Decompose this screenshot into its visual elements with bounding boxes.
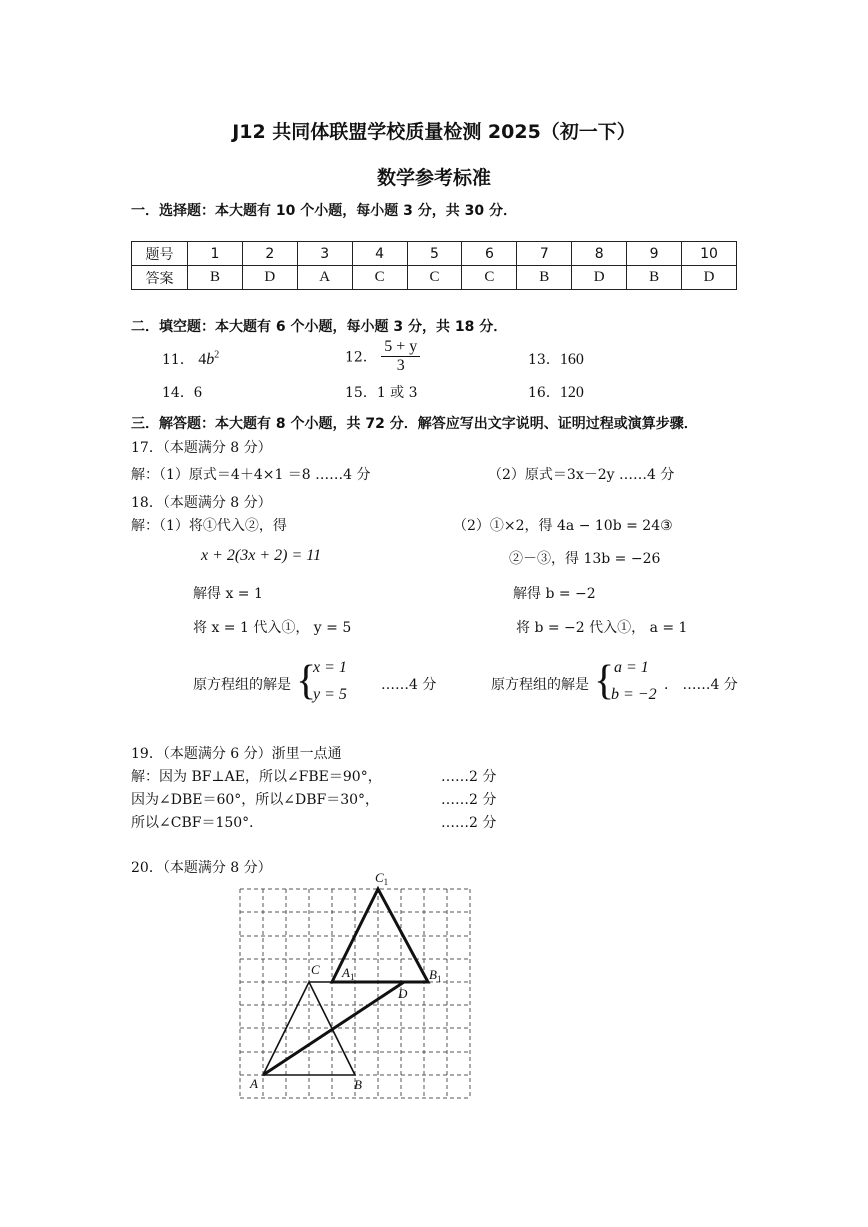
item-number: 16． bbox=[528, 385, 560, 401]
fill-item-13 bbox=[528, 349, 584, 369]
fraction-numerator: 5 + y bbox=[381, 338, 420, 357]
fill-item-14 bbox=[162, 382, 202, 402]
q18-header: 18．（本题满分 8 分） bbox=[131, 495, 272, 511]
label-a1: $A_1$ bbox=[342, 965, 355, 982]
answer-cell: A bbox=[297, 266, 352, 290]
q18-p2-substitute: 将 b = −2 代入①， a = 1 bbox=[516, 620, 688, 636]
q19-line1-score: ……2 分 bbox=[441, 769, 497, 785]
fraction-answer bbox=[381, 338, 420, 375]
answer-cell: C bbox=[407, 266, 462, 290]
q18-p2-intro: （2）①×2，得 4a − 10b = 24③ bbox=[453, 518, 673, 534]
item-answer: 160 bbox=[559, 351, 584, 368]
q19-line1: 解：因为 BF⊥AE，所以∠FBE＝90°， bbox=[131, 769, 382, 785]
answer-cell: B bbox=[627, 266, 682, 290]
page-title: J12 共同体联盟学校质量检测 2025（初一下） bbox=[232, 121, 636, 143]
q18-p2-brace: { bbox=[594, 658, 615, 704]
q19-line3: 所以∠CBF＝150°． bbox=[131, 815, 264, 831]
question-number-cell: 5 bbox=[407, 242, 462, 266]
q19-line3-score: ……2 分 bbox=[441, 815, 497, 831]
fill-item-15 bbox=[345, 382, 418, 402]
q18-p1-label: 原方程组的解是 bbox=[193, 677, 291, 693]
label-c1: $C_1$ bbox=[375, 870, 389, 887]
q20-header: 20．（本题满分 8 分） bbox=[131, 860, 272, 876]
q17-part2: （2）原式＝3x－2y ……4 分 bbox=[488, 467, 675, 483]
q17-part1: 解：（1）原式＝4＋4×1 ＝8 ……4 分 bbox=[131, 467, 371, 483]
section1-heading: 一．选择题：本大题有 10 个小题，每小题 3 分，共 30 分． bbox=[131, 203, 517, 219]
table-row bbox=[132, 266, 737, 290]
table-row bbox=[132, 242, 737, 266]
fill-item-11 bbox=[162, 349, 219, 369]
q18-p1-intro: 解：（1）将①代入②，得 bbox=[131, 518, 287, 534]
label-c: C bbox=[311, 962, 320, 977]
question-number-cell: 7 bbox=[517, 242, 572, 266]
question-number-cell: 9 bbox=[627, 242, 682, 266]
item-answer: 120 bbox=[559, 384, 584, 401]
item-number: 11． bbox=[162, 352, 194, 368]
q18-p1-equation: x + 2(3x + 2) = 11 bbox=[201, 547, 322, 564]
q19-header: 19．（本题满分 6 分）浙里一点通 bbox=[131, 746, 342, 762]
q19-line2: 因为∠DBE＝60°，所以∠DBF＝30°， bbox=[131, 792, 380, 808]
item-number: 13． bbox=[528, 352, 560, 368]
q18-p2-score: ． ……4 分 bbox=[664, 677, 738, 693]
answer-cell: D bbox=[682, 266, 737, 290]
answer-table bbox=[131, 241, 737, 290]
label-d: D bbox=[398, 986, 408, 1001]
q18-p1-score: ……4 分 bbox=[381, 677, 437, 693]
table-header-cell: 答案 bbox=[132, 266, 188, 290]
item-number: 12． bbox=[345, 349, 377, 366]
answer-cell: B bbox=[188, 266, 243, 290]
q20-grid-figure bbox=[230, 862, 490, 1112]
q19-line2-score: ……2 分 bbox=[441, 792, 497, 808]
item-number: 14． bbox=[162, 385, 194, 401]
page-subtitle: 数学参考标准 bbox=[376, 167, 491, 189]
question-number-cell: 3 bbox=[297, 242, 352, 266]
label-b1: $B_1$ bbox=[429, 967, 442, 984]
q18-p1-sys1: x = 1 bbox=[313, 659, 347, 676]
q18-p1-substitute: 将 x = 1 代入①， y = 5 bbox=[193, 620, 352, 636]
fill-item-12 bbox=[345, 338, 420, 375]
question-number-cell: 4 bbox=[352, 242, 407, 266]
q18-p1-solve: 解得 x = 1 bbox=[193, 586, 263, 602]
q18-p2-solve: 解得 b = −2 bbox=[513, 586, 596, 602]
section3-heading: 三．解答题：本大题有 8 个小题，共 72 分．解答应写出文字说明、证明过程或演算步骤． bbox=[131, 416, 698, 432]
answer-cell: B bbox=[517, 266, 572, 290]
question-number-cell: 2 bbox=[242, 242, 297, 266]
question-number-cell: 1 bbox=[188, 242, 243, 266]
q18-p2-sys1: a = 1 bbox=[614, 659, 649, 676]
q18-p2-sys2: b = −2 bbox=[611, 686, 657, 703]
q18-p2-equation: ②－③，得 13b = −26 bbox=[509, 551, 661, 567]
item-answer: 1 或 3 bbox=[376, 385, 418, 401]
label-b: B bbox=[354, 1077, 362, 1092]
fill-item-16 bbox=[528, 382, 584, 402]
fraction-denominator: 3 bbox=[396, 357, 405, 374]
question-number-cell: 8 bbox=[572, 242, 627, 266]
answer-cell: C bbox=[462, 266, 517, 290]
question-number-cell: 6 bbox=[462, 242, 517, 266]
answer-cell: C bbox=[352, 266, 407, 290]
answer-cell: D bbox=[572, 266, 627, 290]
item-answer: 6 bbox=[193, 384, 202, 401]
question-number-cell: 10 bbox=[682, 242, 737, 266]
section2-heading: 二．填空题：本大题有 6 个小题，每小题 3 分，共 18 分． bbox=[131, 319, 508, 335]
q18-p1-sys2: y = 5 bbox=[313, 686, 347, 703]
q18-p1-brace: { bbox=[296, 658, 317, 704]
q17-header: 17．（本题满分 8 分） bbox=[131, 440, 272, 456]
label-a: A bbox=[250, 1076, 258, 1091]
q18-p2-label: 原方程组的解是 bbox=[491, 677, 589, 693]
item-number: 15． bbox=[345, 385, 377, 401]
item-answer: $4b^2$ bbox=[198, 349, 220, 368]
table-header-cell: 题号 bbox=[132, 242, 188, 266]
answer-cell: D bbox=[242, 266, 297, 290]
